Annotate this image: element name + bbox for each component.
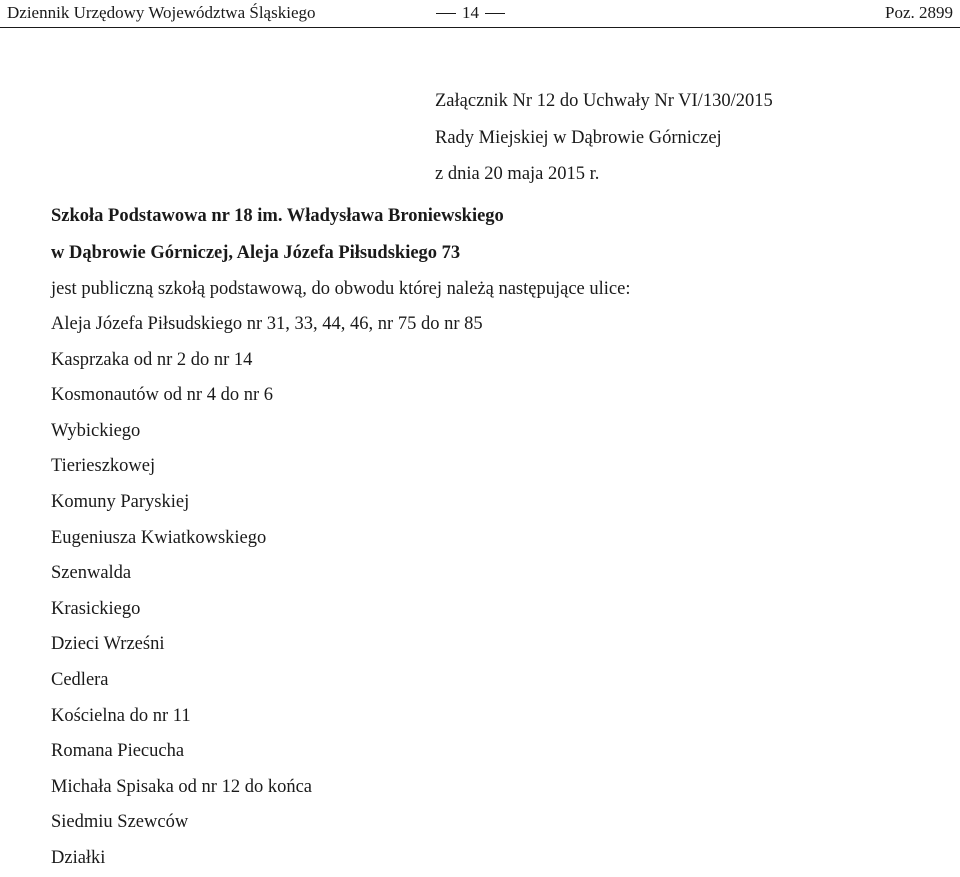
page-header (0, 0, 960, 30)
street-item: Kasprzaka od nr 2 do nr 14 (51, 349, 253, 370)
street-item: Wybickiego (51, 420, 141, 441)
page-number-value: 14 (462, 3, 479, 22)
header-rule (0, 27, 960, 28)
street-item: Dzieci Wrześni (51, 634, 165, 655)
school-address: w Dąbrowie Górniczej, Aleja Józefa Piłsudskiego 73 (51, 242, 461, 263)
dash-left (436, 13, 456, 14)
street-item: Aleja Józefa Piłsudskiego nr 31, 33, 44, 46, nr 75 do nr 85 (51, 314, 483, 334)
street-item: Szenwalda (51, 563, 132, 584)
school-heading (51, 198, 504, 271)
street-item: Krasickiego (51, 598, 141, 619)
street-item: Kościelna do nr 11 (51, 705, 191, 726)
annex-line-1: Załącznik Nr 12 do Uchwały Nr VI/130/2015 (435, 91, 773, 111)
street-list (51, 307, 483, 877)
street-item: Michała Spisaka od nr 12 do końca (51, 776, 312, 797)
street-item: Komuny Paryskiej (51, 491, 190, 512)
street-item: Kosmonautów od nr 4 do nr 6 (51, 385, 273, 406)
intro-text: jest publiczną szkołą podstawową, do obwodu której należą następujące ulice: (51, 279, 631, 299)
street-item: Tierieszkowej (51, 456, 156, 477)
street-item: Cedlera (51, 669, 109, 690)
page-number (436, 3, 505, 23)
position-number: Poz. 2899 (885, 3, 953, 22)
street-item: Siedmiu Szewców (51, 812, 189, 833)
dash-right (485, 13, 505, 14)
annex-line-3: z dnia 20 maja 2015 r. (435, 164, 600, 184)
journal-title: Dziennik Urzędowy Województwa Śląskiego (7, 3, 316, 22)
school-name: Szkoła Podstawowa nr 18 im. Władysława Broniewskiego (51, 206, 504, 226)
street-item: Romana Piecucha (51, 741, 185, 762)
annex-line-2: Rady Miejskiej w Dąbrowie Górniczej (435, 127, 722, 148)
street-item: Działki (51, 847, 106, 868)
street-item: Eugeniusza Kwiatkowskiego (51, 527, 267, 548)
annex-block (435, 83, 773, 193)
